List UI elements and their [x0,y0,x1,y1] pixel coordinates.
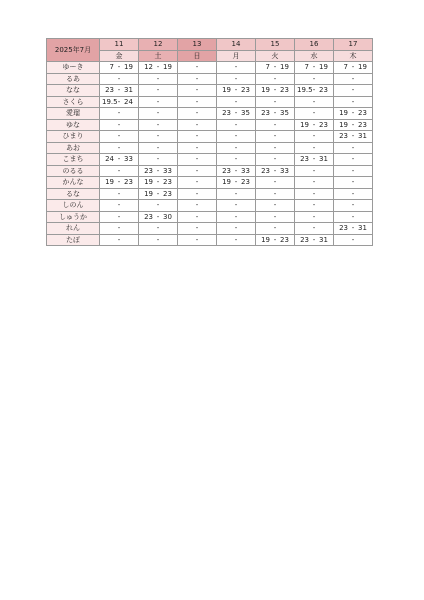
no-shift-cell: - [139,200,178,212]
shift-range [258,166,292,176]
no-shift-cell: - [295,223,334,235]
range-dash: - [117,63,121,72]
range-dash: - [156,189,160,198]
range-dash: - [117,178,121,187]
shift-start: 23 [339,132,348,141]
no-shift-cell: - [139,154,178,166]
no-shift-cell: - [217,223,256,235]
no-shift-cell: - [295,142,334,154]
shift-end: 19 [358,63,367,72]
no-shift-cell: - [256,223,295,235]
no-shift-cell: - [334,177,373,189]
shift-range [219,177,253,187]
shift-end: 31 [358,224,367,233]
day-weekday-16: 水 [295,50,334,62]
shift-start: 19 [222,86,231,95]
no-shift-cell: - [100,211,139,223]
no-shift-cell: - [178,234,217,246]
no-shift-cell: - [295,131,334,143]
no-shift-cell: - [334,73,373,85]
staff-name: れん [47,223,100,235]
shift-end: 23 [280,86,289,95]
no-shift-cell: - [178,177,217,189]
day-weekday-13: 日 [178,50,217,62]
staff-row [47,188,373,200]
staff-row [47,223,373,235]
staff-name: こまち [47,154,100,166]
shift-end: 19 [280,63,289,72]
shift-range-cell [295,234,334,246]
no-shift-cell: - [256,211,295,223]
shift-start: 19 [222,178,231,187]
shift-range [141,166,175,176]
range-dash: - [273,235,277,244]
shift-range [219,166,253,176]
shift-range-cell [139,188,178,200]
no-shift-cell: - [178,73,217,85]
no-shift-cell: - [100,119,139,131]
staff-row [47,62,373,74]
no-shift-cell: - [178,188,217,200]
shift-range [258,108,292,118]
shift-start: 23 [222,109,231,118]
day-weekday-11: 金 [100,50,139,62]
shift-end: 23 [280,235,289,244]
shift-start: 24 [105,155,114,164]
shift-start: 23 [222,166,231,175]
staff-name: なな [47,85,100,97]
no-shift-cell: - [295,188,334,200]
shift-start: 23 [300,235,309,244]
no-shift-cell: - [217,234,256,246]
no-shift-cell: - [256,96,295,108]
shift-table-body [47,39,373,246]
shift-end: 35 [280,109,289,118]
staff-name: ひまり [47,131,100,143]
shift-end: 30 [163,212,172,221]
no-shift-cell: - [256,73,295,85]
no-shift-cell: - [178,131,217,143]
shift-range-cell [217,108,256,120]
staff-name: るあ [47,73,100,85]
no-shift-cell: - [334,188,373,200]
shift-range-cell [295,154,334,166]
range-dash: - [156,166,160,175]
shift-start: 19 [300,120,309,129]
shift-start: 7 [109,63,114,72]
range-dash: - [273,86,277,95]
shift-start: 23 [144,166,153,175]
range-dash: - [117,97,121,106]
range-dash: - [273,109,277,118]
shift-range [141,212,175,222]
shift-range [219,108,253,118]
day-date-15: 15 [256,39,295,51]
day-weekday-14: 月 [217,50,256,62]
shift-start: 23 [105,86,114,95]
shift-end: 23 [241,86,250,95]
staff-row [47,154,373,166]
shift-range [336,62,370,72]
shift-start: 19 [144,189,153,198]
range-dash: - [234,178,238,187]
staff-name: たぽ [47,234,100,246]
no-shift-cell: - [100,223,139,235]
no-shift-cell: - [178,154,217,166]
shift-range-cell [256,234,295,246]
shift-start: 19.5 [102,97,118,106]
shift-end: 24 [124,97,133,106]
shift-start: 19 [339,109,348,118]
shift-end: 31 [358,132,367,141]
range-dash: - [234,166,238,175]
shift-start: 7 [343,63,348,72]
shift-range-cell [295,85,334,97]
shift-range [258,235,292,245]
no-shift-cell: - [295,73,334,85]
shift-end: 19 [319,63,328,72]
staff-name: のるる [47,165,100,177]
shift-range-cell [256,108,295,120]
shift-range-cell [217,85,256,97]
day-date-16: 16 [295,39,334,51]
no-shift-cell: - [178,85,217,97]
no-shift-cell: - [217,200,256,212]
shift-end: 33 [280,166,289,175]
no-shift-cell: - [256,200,295,212]
shift-end: 23 [319,86,328,95]
no-shift-cell: - [139,223,178,235]
no-shift-cell: - [217,62,256,74]
no-shift-cell: - [100,108,139,120]
shift-range-cell [256,85,295,97]
shift-start: 19.5 [297,86,313,95]
no-shift-cell: - [100,234,139,246]
shift-range-cell [100,177,139,189]
range-dash: - [234,109,238,118]
shift-end: 33 [124,155,133,164]
no-shift-cell: - [334,165,373,177]
range-dash: - [273,166,277,175]
staff-row [47,177,373,189]
staff-name: ゆな [47,119,100,131]
no-shift-cell: - [334,96,373,108]
staff-row [47,211,373,223]
shift-range-cell [334,62,373,74]
no-shift-cell: - [139,234,178,246]
shift-range [297,120,331,130]
staff-row [47,73,373,85]
shift-end: 23 [358,109,367,118]
day-date-11: 11 [100,39,139,51]
no-shift-cell: - [256,188,295,200]
day-weekday-17: 木 [334,50,373,62]
range-dash: - [351,63,355,72]
header-date-row [47,39,373,51]
shift-range-cell [217,177,256,189]
day-date-14: 14 [217,39,256,51]
shift-start: 23 [300,155,309,164]
shift-range [219,85,253,95]
range-dash: - [312,155,316,164]
shift-start: 19 [105,178,114,187]
range-dash: - [156,63,160,72]
shift-range-cell [256,62,295,74]
shift-range [297,62,331,72]
shift-range-cell [295,119,334,131]
shift-range [336,108,370,118]
no-shift-cell: - [334,142,373,154]
shift-range [141,189,175,199]
shift-range-cell [295,62,334,74]
no-shift-cell: - [139,96,178,108]
month-title: 2025年7月 [47,39,100,62]
shift-start: 7 [265,63,270,72]
shift-end: 23 [241,178,250,187]
shift-start: 12 [144,63,153,72]
range-dash: - [117,86,121,95]
shift-range [141,62,175,72]
shift-range [102,154,136,164]
no-shift-cell: - [100,73,139,85]
no-shift-cell: - [217,131,256,143]
shift-start: 19 [144,178,153,187]
staff-name: しのん [47,200,100,212]
shift-end: 19 [124,63,133,72]
shift-range-cell [334,223,373,235]
shift-start: 23 [261,166,270,175]
no-shift-cell: - [178,200,217,212]
staff-name: ゆーき [47,62,100,74]
shift-range [102,97,136,107]
no-shift-cell: - [178,108,217,120]
no-shift-cell: - [334,154,373,166]
shift-range [258,85,292,95]
shift-start: 23 [261,109,270,118]
shift-range-cell [100,62,139,74]
range-dash: - [351,109,355,118]
no-shift-cell: - [217,96,256,108]
staff-row [47,165,373,177]
staff-name: あお [47,142,100,154]
staff-row [47,234,373,246]
no-shift-cell: - [334,85,373,97]
no-shift-cell: - [217,73,256,85]
no-shift-cell: - [139,119,178,131]
shift-start: 19 [261,86,270,95]
range-dash: - [351,224,355,233]
staff-name: しゅうか [47,211,100,223]
shift-range-cell [100,96,139,108]
shift-range [102,177,136,187]
shift-end: 23 [163,189,172,198]
no-shift-cell: - [295,200,334,212]
no-shift-cell: - [178,62,217,74]
shift-range-cell [139,62,178,74]
no-shift-cell: - [178,223,217,235]
no-shift-cell: - [178,96,217,108]
no-shift-cell: - [100,188,139,200]
no-shift-cell: - [334,200,373,212]
range-dash: - [117,155,121,164]
shift-end: 31 [319,155,328,164]
no-shift-cell: - [295,96,334,108]
staff-name: 愛瑠 [47,108,100,120]
staff-name: さくら [47,96,100,108]
no-shift-cell: - [256,119,295,131]
no-shift-cell: - [217,188,256,200]
shift-end: 33 [241,166,250,175]
day-weekday-15: 火 [256,50,295,62]
range-dash: - [351,132,355,141]
staff-name: かんな [47,177,100,189]
staff-name: るな [47,188,100,200]
shift-range [102,85,136,95]
no-shift-cell: - [100,142,139,154]
no-shift-cell: - [295,177,334,189]
shift-end: 23 [163,178,172,187]
range-dash: - [312,63,316,72]
shift-start: 23 [144,212,153,221]
no-shift-cell: - [217,211,256,223]
staff-row [47,108,373,120]
shift-start: 19 [261,235,270,244]
no-shift-cell: - [334,234,373,246]
shift-range-cell [334,131,373,143]
range-dash: - [234,86,238,95]
no-shift-cell: - [217,119,256,131]
shift-range [297,235,331,245]
day-date-17: 17 [334,39,373,51]
no-shift-cell: - [139,108,178,120]
no-shift-cell: - [256,131,295,143]
shift-end: 33 [163,166,172,175]
shift-range-cell [139,165,178,177]
staff-row [47,85,373,97]
shift-start: 23 [339,224,348,233]
shift-start: 7 [304,63,309,72]
shift-range [336,223,370,233]
no-shift-cell: - [100,131,139,143]
no-shift-cell: - [139,73,178,85]
shift-range [297,154,331,164]
shift-end: 23 [319,120,328,129]
shift-range-cell [139,177,178,189]
no-shift-cell: - [217,142,256,154]
range-dash: - [273,63,277,72]
range-dash: - [156,178,160,187]
shift-range [141,177,175,187]
shift-range-cell [334,108,373,120]
range-dash: - [351,120,355,129]
range-dash: - [312,86,316,95]
no-shift-cell: - [178,119,217,131]
no-shift-cell: - [295,165,334,177]
shift-end: 19 [163,63,172,72]
no-shift-cell: - [100,165,139,177]
staff-row [47,131,373,143]
shift-range [336,120,370,130]
no-shift-cell: - [295,211,334,223]
staff-row [47,142,373,154]
no-shift-cell: - [295,108,334,120]
staff-row [47,119,373,131]
no-shift-cell: - [217,154,256,166]
no-shift-cell: - [178,165,217,177]
no-shift-cell: - [139,142,178,154]
shift-end: 31 [319,235,328,244]
shift-range-cell [100,85,139,97]
shift-schedule-sheet [46,38,373,246]
shift-range-cell [256,165,295,177]
no-shift-cell: - [256,154,295,166]
no-shift-cell: - [100,200,139,212]
no-shift-cell: - [334,211,373,223]
day-date-13: 13 [178,39,217,51]
staff-row [47,96,373,108]
shift-end: 23 [124,178,133,187]
range-dash: - [312,235,316,244]
no-shift-cell: - [256,142,295,154]
shift-range-cell [334,119,373,131]
shift-range-cell [100,154,139,166]
range-dash: - [156,212,160,221]
no-shift-cell: - [139,131,178,143]
staff-row [47,200,373,212]
shift-end: 31 [124,86,133,95]
day-weekday-12: 土 [139,50,178,62]
shift-range [336,131,370,141]
shift-range [258,62,292,72]
no-shift-cell: - [178,142,217,154]
shift-start: 19 [339,120,348,129]
shift-end: 35 [241,109,250,118]
shift-end: 23 [358,120,367,129]
range-dash: - [312,120,316,129]
no-shift-cell: - [139,85,178,97]
no-shift-cell: - [256,177,295,189]
shift-range [102,62,136,72]
shift-range [297,85,331,95]
shift-range-cell [217,165,256,177]
shift-range-cell [139,211,178,223]
shift-table [46,38,373,246]
day-date-12: 12 [139,39,178,51]
no-shift-cell: - [178,211,217,223]
